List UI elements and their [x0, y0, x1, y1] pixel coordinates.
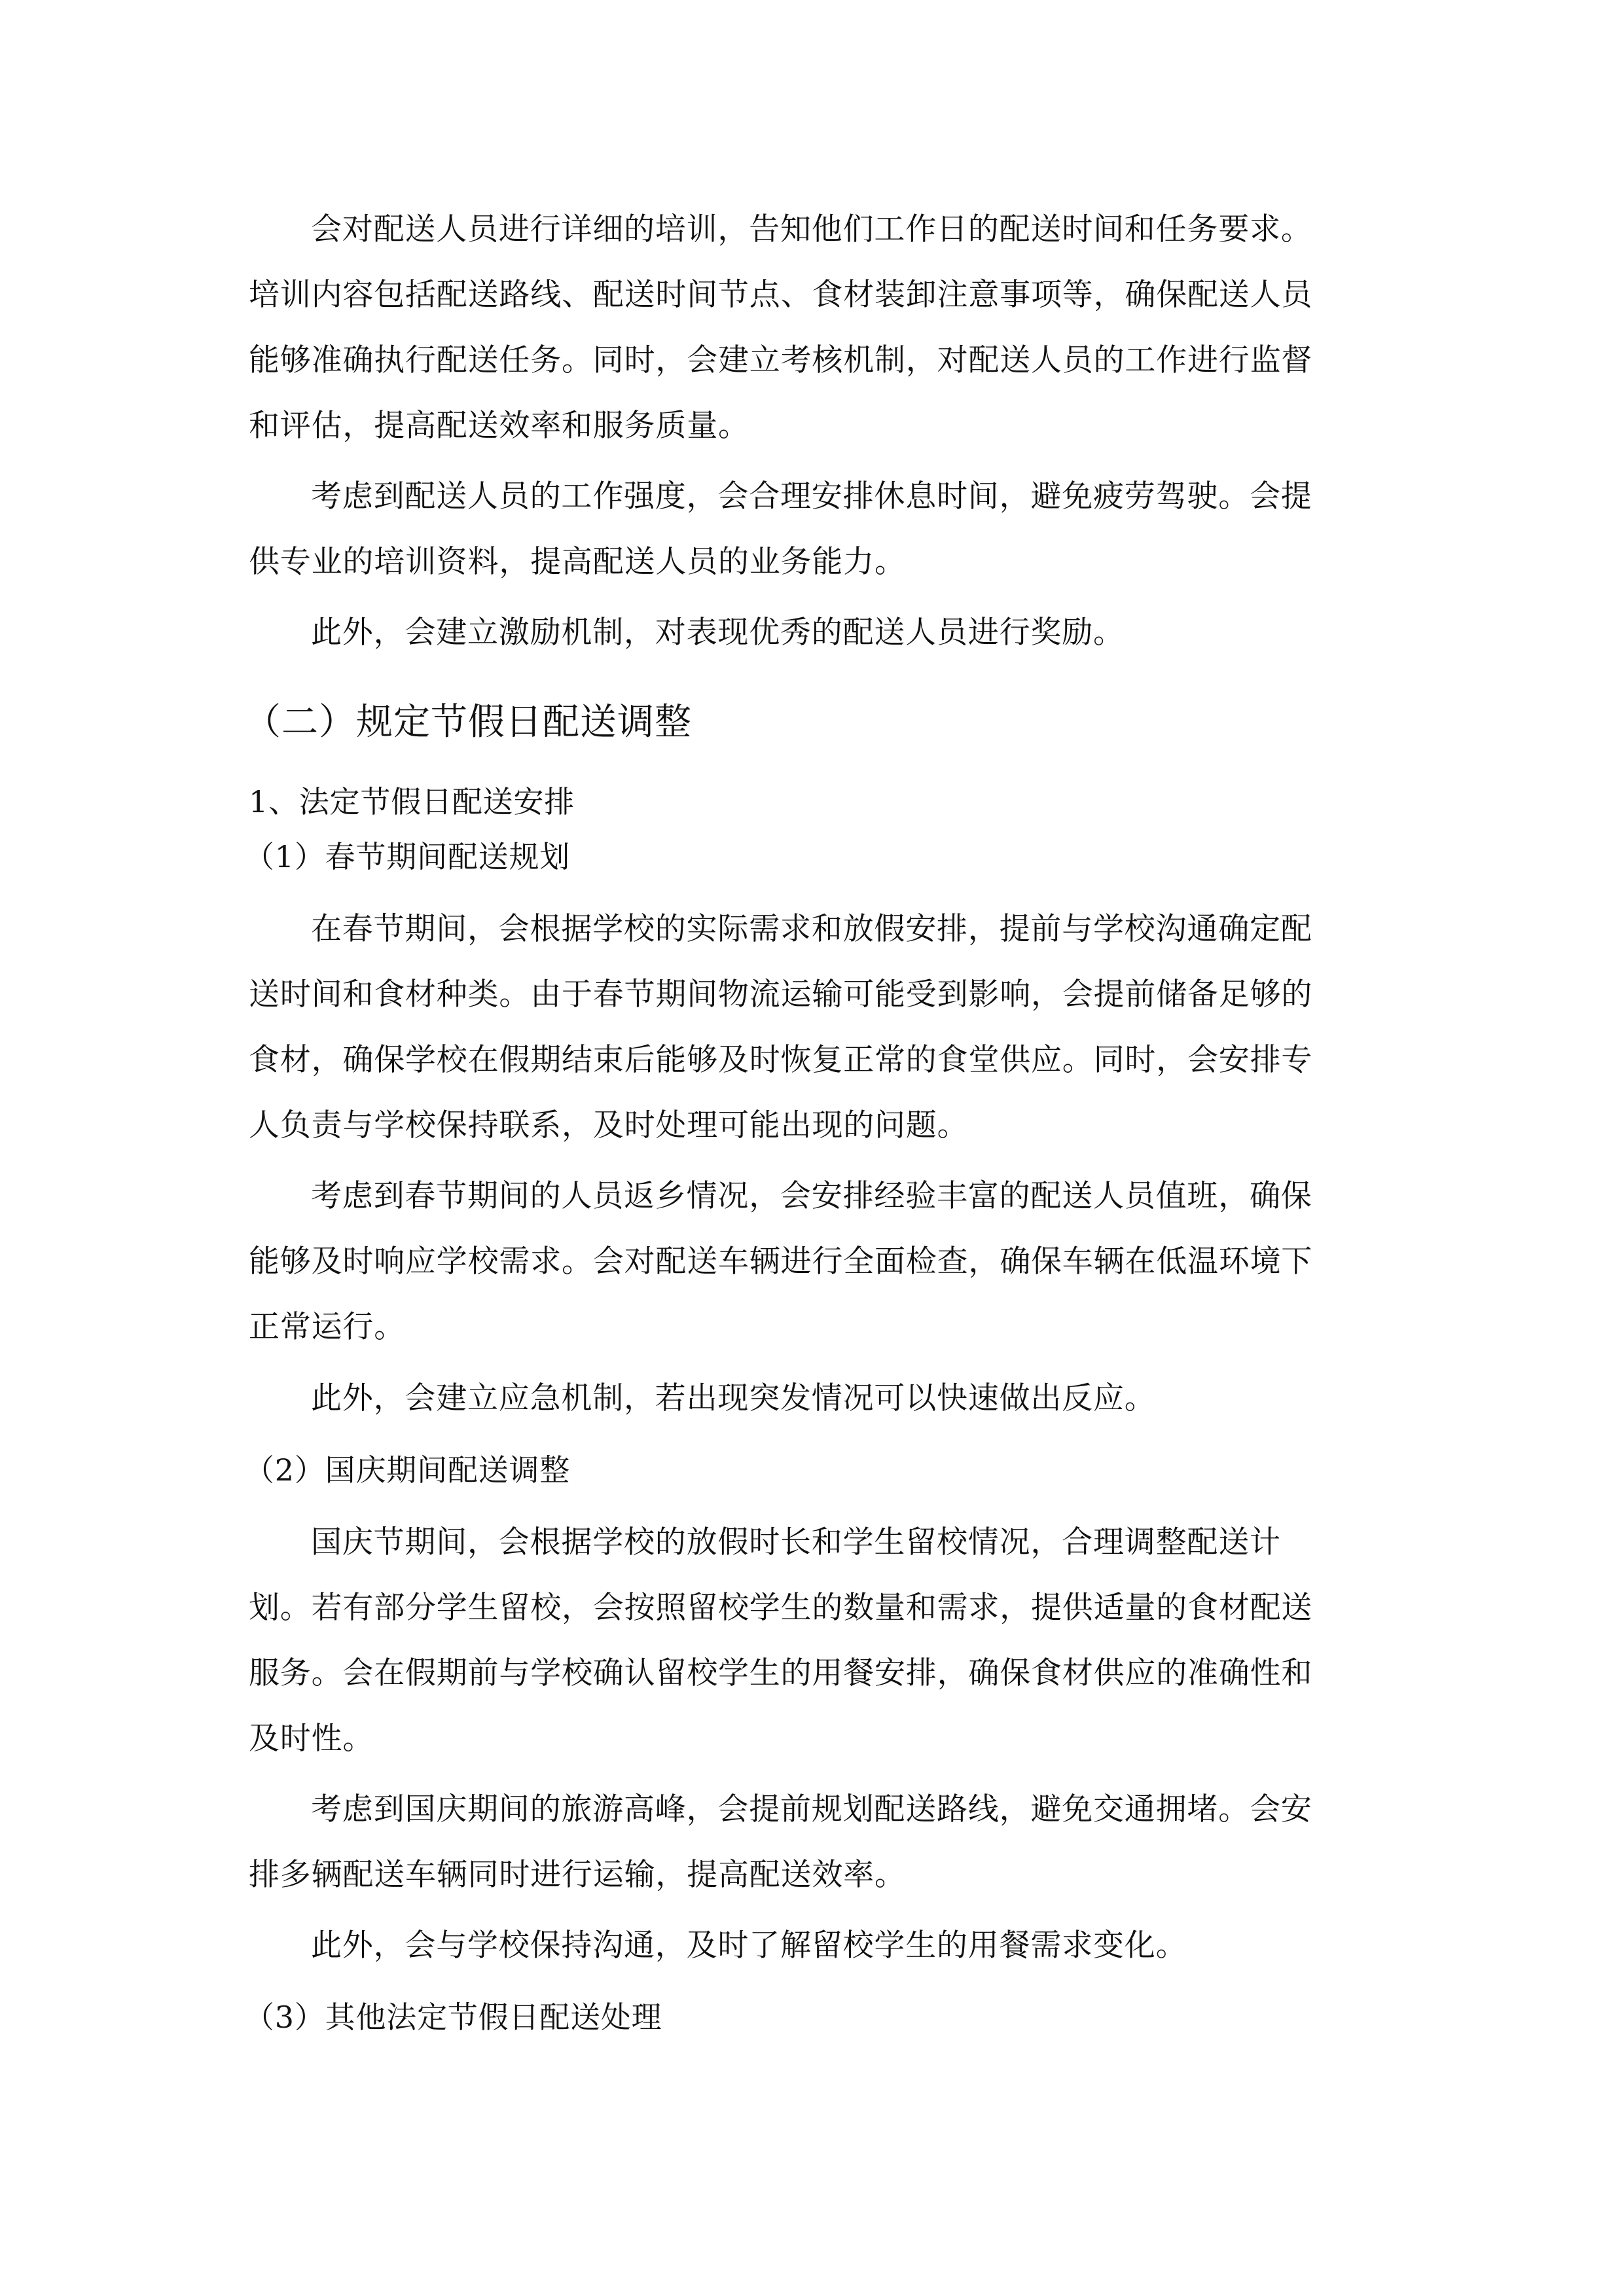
subsection-1-heading: （1）春节期间配送规划	[244, 839, 571, 874]
paragraph-1-line-4: 和评估，提高配送效率和服务质量。	[249, 408, 749, 444]
paragraph-4-line-1: 在春节期间，会根据学校的实际需求和放假安排，提前与学校沟通确定配	[311, 911, 1312, 947]
paragraph-7-line-2: 划。若有部分学生留校，会按照留校学生的数量和需求，提供适量的食材配送	[249, 1590, 1313, 1626]
paragraph-1-line-2: 培训内容包括配送路线、配送时间节点、食材装卸注意事项等，确保配送人员	[249, 277, 1313, 313]
paragraph-7-line-4: 及时性。	[249, 1721, 374, 1757]
paragraph-4-line-4: 人负责与学校保持联系，及时处理可能出现的问题。	[249, 1107, 969, 1143]
paragraph-2-line-1: 考虑到配送人员的工作强度，会合理安排休息时间，避免疲劳驾驶。会提	[311, 478, 1312, 514]
subheading-1: 1、法定节假日配送安排	[249, 784, 575, 819]
paragraph-5-line-2: 能够及时响应学校需求。会对配送车辆进行全面检查，确保车辆在低温环境下	[249, 1244, 1313, 1280]
paragraph-9-line-1: 此外，会与学校保持沟通，及时了解留校学生的用餐需求变化。	[311, 1928, 1187, 1964]
paragraph-4-line-3: 食材，确保学校在假期结束后能够及时恢复正常的食堂供应。同时，会安排专	[249, 1042, 1313, 1078]
paragraph-3-line-1: 此外，会建立激励机制，对表现优秀的配送人员进行奖励。	[311, 615, 1125, 651]
paragraph-1-line-3: 能够准确执行配送任务。同时，会建立考核机制，对配送人员的工作进行监督	[249, 342, 1313, 378]
subsection-2-heading: （2）国庆期间配送调整	[244, 1452, 571, 1488]
paragraph-7-line-3: 服务。会在假期前与学校确认留校学生的用餐安排，确保食材供应的准确性和	[249, 1655, 1313, 1691]
paragraph-2-line-2: 供专业的培训资料，提高配送人员的业务能力。	[249, 544, 906, 580]
paragraph-1-line-1: 会对配送人员进行详细的培训，告知他们工作日的配送时间和任务要求。	[311, 211, 1312, 247]
paragraph-5-line-1: 考虑到春节期间的人员返乡情况，会安排经验丰富的配送人员值班，确保	[311, 1178, 1312, 1214]
paragraph-8-line-1: 考虑到国庆期间的旅游高峰，会提前规划配送路线，避免交通拥堵。会安	[311, 1791, 1312, 1827]
section-heading: （二）规定节假日配送调整	[244, 701, 692, 744]
paragraph-4-line-2: 送时间和食材种类。由于春节期间物流运输可能受到影响，会提前储备足够的	[249, 977, 1313, 1013]
paragraph-7-line-1: 国庆节期间，会根据学校的放假时长和学生留校情况，合理调整配送计	[311, 1524, 1281, 1560]
paragraph-8-line-2: 排多辆配送车辆同时进行运输，提高配送效率。	[249, 1857, 906, 1893]
subsection-3-heading: （3）其他法定节假日配送处理	[244, 2000, 662, 2035]
paragraph-6-line-1: 此外，会建立应急机制，若出现突发情况可以快速做出反应。	[311, 1380, 1156, 1416]
paragraph-5-line-3: 正常运行。	[249, 1309, 405, 1345]
